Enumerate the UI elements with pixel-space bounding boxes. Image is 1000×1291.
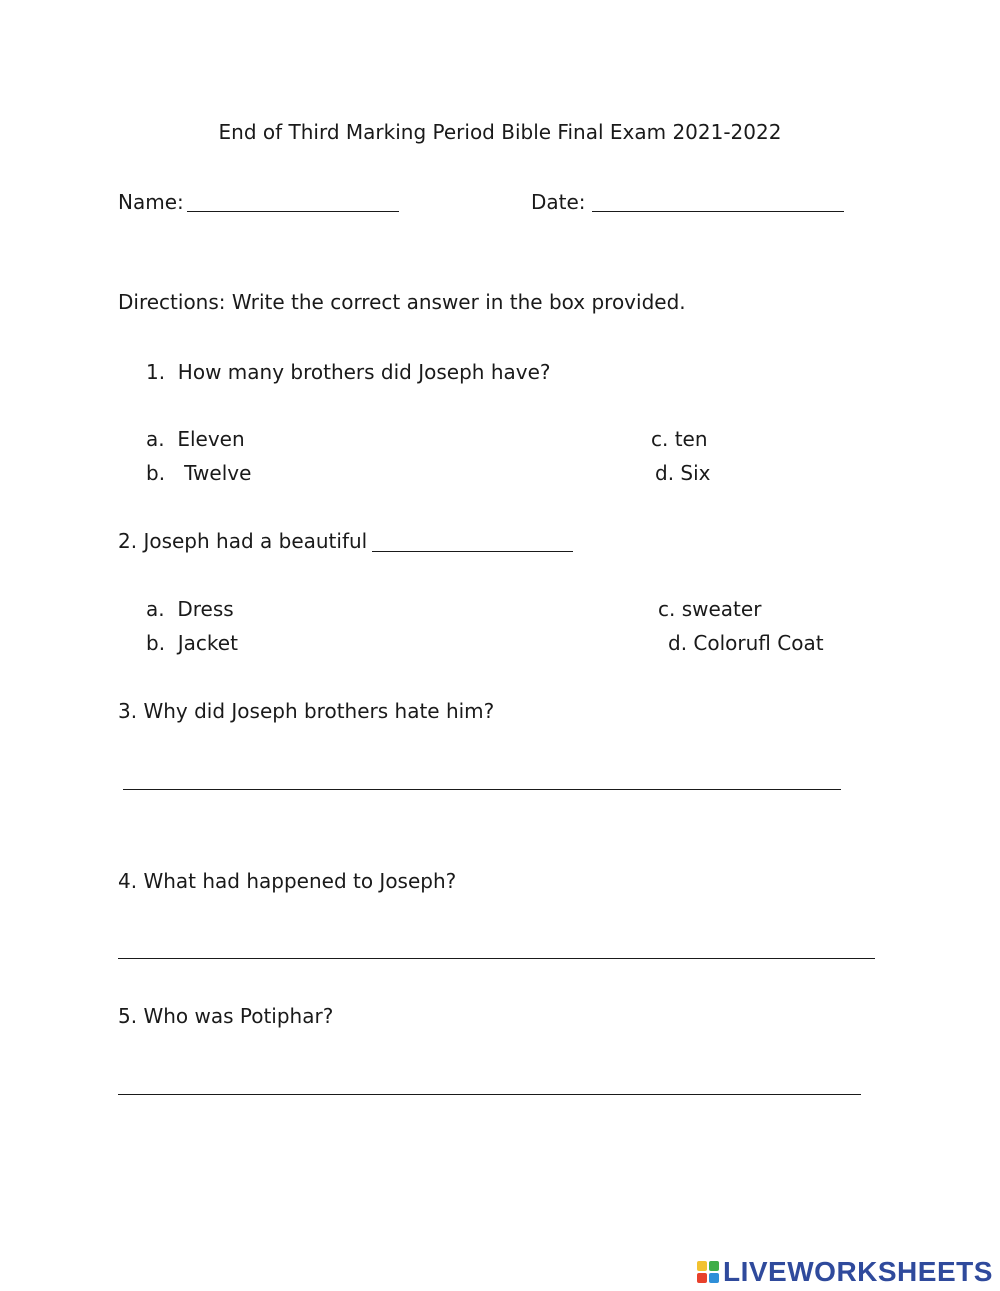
question-4: 4. What had happened to Joseph?	[118, 869, 457, 893]
question-2-option-d: d. Colorufl Coat	[668, 631, 824, 655]
worksheet-title: End of Third Marking Period Bible Final Exam 2021-2022	[218, 120, 782, 144]
question-3-answer-line[interactable]	[123, 789, 841, 790]
question-1-option-d: d. Six	[655, 461, 711, 485]
name-input-line[interactable]	[187, 211, 399, 212]
date-input-line[interactable]	[592, 211, 844, 212]
logo-square-2	[709, 1261, 719, 1271]
question-1-option-b: b. Twelve	[146, 461, 252, 485]
name-label: Name:	[118, 190, 184, 214]
question-2-option-a: a. Dress	[146, 597, 234, 621]
question-1: 1. How many brothers did Joseph have?	[146, 360, 551, 384]
question-3: 3. Why did Joseph brothers hate him?	[118, 699, 495, 723]
question-1-option-c: c. ten	[651, 427, 708, 451]
logo-square-1	[697, 1261, 707, 1271]
date-label: Date:	[531, 190, 586, 214]
question-2: 2. Joseph had a beautiful	[118, 529, 368, 553]
question-2-option-b: b. Jacket	[146, 631, 238, 655]
liveworksheets-logo-text: LIVEWORKSHEETS	[723, 1256, 993, 1287]
liveworksheets-logo	[697, 1254, 993, 1290]
question-2-option-c: c. sweater	[658, 597, 762, 621]
question-5-answer-line[interactable]	[118, 1094, 861, 1095]
logo-square-4	[709, 1273, 719, 1283]
directions-text: Directions: Write the correct answer in the box provided.	[118, 290, 686, 314]
question-5: 5. Who was Potiphar?	[118, 1004, 334, 1028]
question-2-blank-line[interactable]	[372, 551, 573, 552]
question-4-answer-line[interactable]	[118, 958, 875, 959]
liveworksheets-logo-icon	[697, 1261, 719, 1283]
question-1-option-a: a. Eleven	[146, 427, 245, 451]
logo-square-3	[697, 1273, 707, 1283]
